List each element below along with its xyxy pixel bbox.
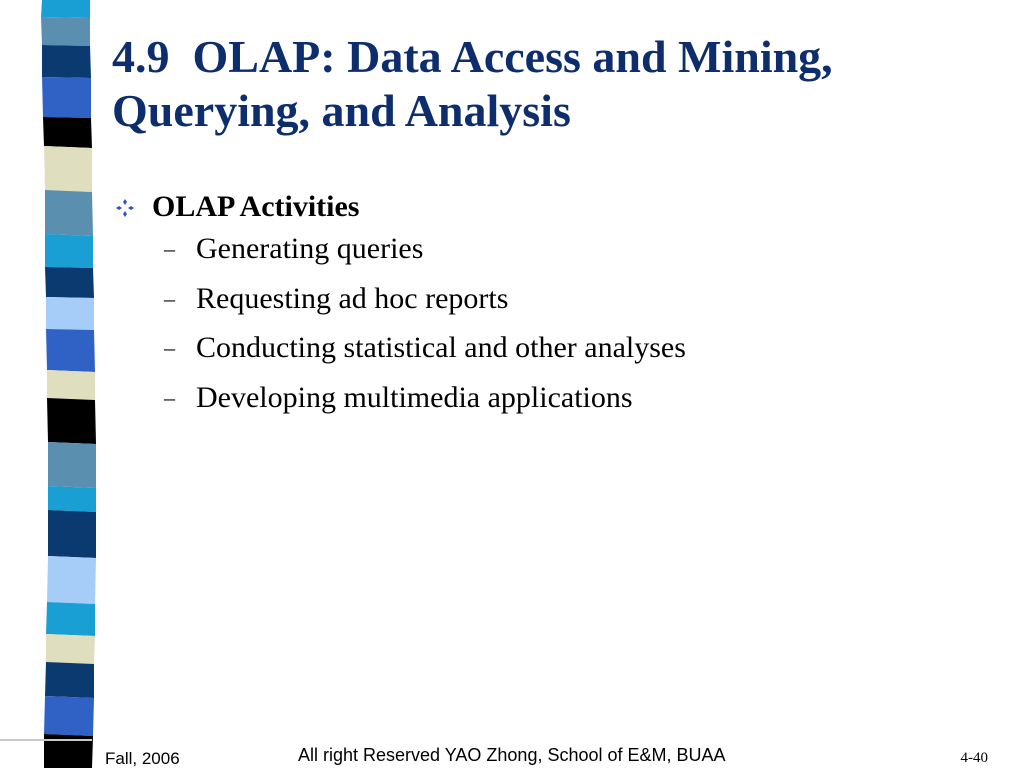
dash-bullet-icon: – <box>164 335 175 360</box>
footer-copyright: All right Reserved YAO Zhong, School of E&M, BUAA <box>298 745 726 765</box>
dash-bullet-icon: – <box>164 236 175 261</box>
slide-title-line-2: Querying, and Analysis <box>112 85 571 136</box>
footer-divider <box>0 739 92 741</box>
list-item <box>112 377 992 427</box>
sub-bullet-label: Developing multimedia applications <box>196 380 633 414</box>
sub-bullet-label: Conducting statistical and other analyses <box>196 331 686 364</box>
sub-bullet-label: Generating queries <box>196 232 424 265</box>
slide-body <box>112 186 992 426</box>
sub-bullet-label: Requesting ad hoc reports <box>196 281 509 315</box>
list-item <box>112 228 992 278</box>
slide-number: 4-40 <box>960 750 988 766</box>
bullet-label: OLAP Activities <box>152 190 360 223</box>
footer-date: Fall, 2006 <box>105 749 180 768</box>
slide-title <box>112 30 992 138</box>
list-item <box>112 278 992 328</box>
dash-bullet-icon: – <box>164 285 175 311</box>
decorative-stripe-bar <box>32 0 98 768</box>
bullet-olap-activities <box>112 186 992 228</box>
sub-bullet-list <box>112 228 992 426</box>
slide-title-line-1: 4.9 OLAP: Data Access and Mining, <box>112 31 833 82</box>
list-item <box>112 327 992 377</box>
diamond-bullet-icon <box>116 199 134 217</box>
dash-bullet-icon: – <box>164 384 175 410</box>
